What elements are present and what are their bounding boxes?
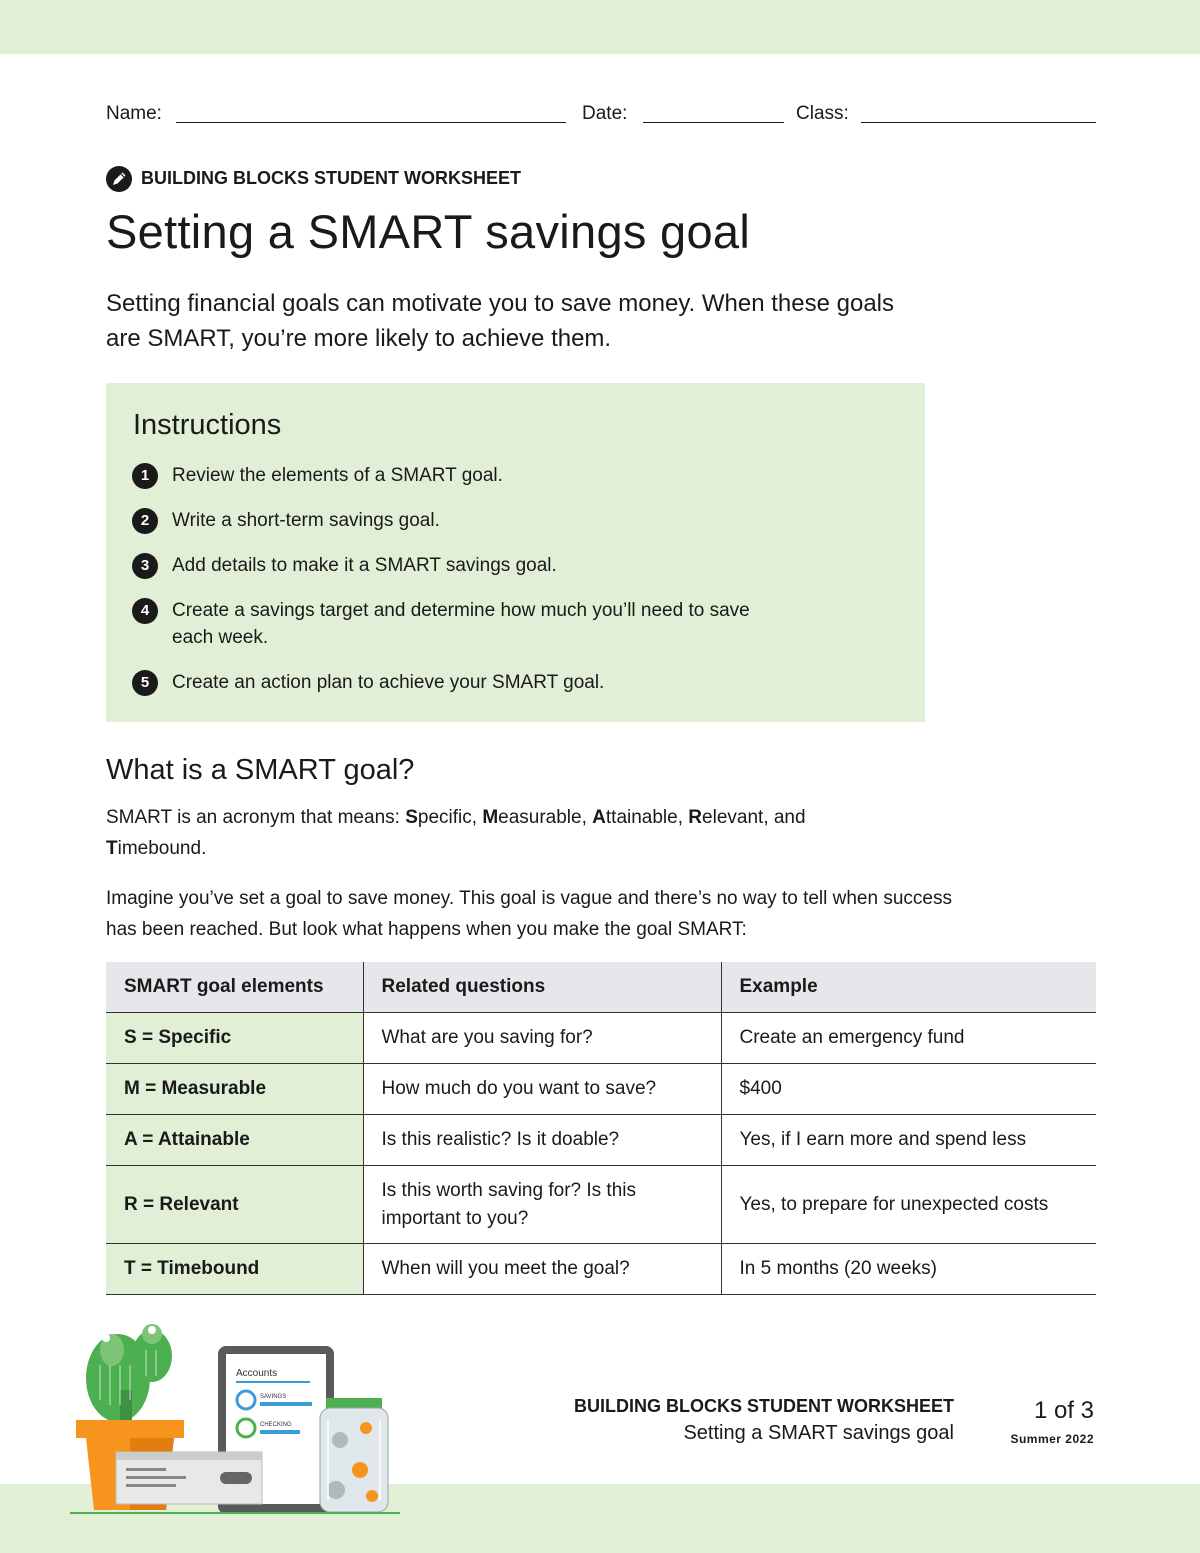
acronym-initial: A <box>592 807 606 828</box>
top-band <box>0 0 1200 54</box>
step-text: Write a short-term savings goal. <box>172 510 440 531</box>
acronym-paragraph <box>106 802 886 864</box>
question-cell: When will you meet the goal? <box>363 1244 721 1295</box>
instructions-box <box>106 383 925 722</box>
acronym-initial: R <box>688 807 703 828</box>
footer-subtitle: Setting a SMART savings goal <box>683 1422 954 1444</box>
cactus-icon <box>86 1324 172 1422</box>
coin-jar-icon <box>320 1398 388 1512</box>
page-title: Setting a SMART savings goal <box>106 205 751 258</box>
acronym-separator: , <box>677 807 689 828</box>
acronym-rest: elevant <box>702 807 764 828</box>
step-number-badge: 4 <box>132 598 158 624</box>
element-cell: A = Attainable <box>106 1115 363 1166</box>
step-number-badge: 1 <box>132 463 158 489</box>
savings-illustration <box>70 1320 410 1520</box>
intro-text: Setting financial goals can motivate you to save money. When these goals are SMART, you’re more likely to achieve them. <box>106 290 895 352</box>
element-cell: M = Measurable <box>106 1064 363 1115</box>
column-header: Related questions <box>363 962 721 1013</box>
acronym-separator: , <box>471 807 483 828</box>
name-label: Name: <box>106 103 162 124</box>
acronym-initial: T <box>106 838 118 859</box>
example-cell: Yes, to prepare for unexpected costs <box>721 1166 1096 1244</box>
step-text: Add details to make it a SMART savings goal. <box>172 555 557 576</box>
example-cell: Create an emergency fund <box>721 1013 1096 1064</box>
savings-label: SAVINGS <box>260 1394 287 1400</box>
column-header: Example <box>721 962 1096 1013</box>
acronym-rest: ttainable <box>605 807 678 828</box>
example-cell: $400 <box>721 1064 1096 1115</box>
date-label: Date: <box>582 103 628 124</box>
step-text: Review the elements of a SMART goal. <box>172 465 503 486</box>
table-row <box>106 1064 1096 1115</box>
step-number-badge: 5 <box>132 670 158 696</box>
class-field[interactable] <box>861 122 1096 123</box>
acronym-prefix: SMART is an acronym that means: <box>106 807 406 828</box>
date-field[interactable] <box>643 122 784 123</box>
example-cell: In 5 months (20 weeks) <box>721 1244 1096 1295</box>
table-row <box>106 1013 1096 1064</box>
table-row <box>106 1166 1096 1244</box>
example-cell: Yes, if I earn more and spend less <box>721 1115 1096 1166</box>
class-label: Class: <box>796 103 849 124</box>
question-cell: Is this realistic? Is it doable? <box>363 1115 721 1166</box>
acronym-rest: imebound <box>117 838 202 859</box>
element-cell: S = Specific <box>106 1013 363 1064</box>
acronym-separator: . <box>201 838 207 859</box>
question-cell: What are you saving for? <box>363 1013 721 1064</box>
element-cell: T = Timebound <box>106 1244 363 1295</box>
step-text: Create an action plan to achieve your SMART goal. <box>172 672 605 693</box>
table-row <box>106 1115 1096 1166</box>
acronym-separator: , <box>581 807 593 828</box>
instructions-heading: Instructions <box>133 409 282 441</box>
element-cell: R = Relevant <box>106 1166 363 1244</box>
smart-goal-heading: What is a SMART goal? <box>106 754 415 786</box>
worksheet-kicker: BUILDING BLOCKS STUDENT WORKSHEET <box>141 168 521 188</box>
acronym-rest: easurable <box>498 807 582 828</box>
question-cell: Is this worth saving for? Is this important to you? <box>363 1166 721 1244</box>
acronym-initial: S <box>405 807 418 828</box>
footer-worksheet-title: BUILDING BLOCKS STUDENT WORKSHEET <box>574 1396 954 1416</box>
table-row <box>106 1244 1096 1295</box>
table-header-row <box>106 962 1096 1013</box>
step-number-badge: 3 <box>132 553 158 579</box>
step-text: Create a savings target and determine how much you’ll need to save each week. <box>172 600 750 648</box>
step-number-badge: 2 <box>132 508 158 534</box>
tablet-title: Accounts <box>236 1368 278 1379</box>
name-field[interactable] <box>176 122 566 123</box>
check-icon <box>116 1452 262 1504</box>
student-info-row <box>106 100 1096 126</box>
acronym-rest: pecific <box>417 807 472 828</box>
checking-label: CHECKING <box>260 1422 292 1428</box>
page-number: 1 of 3 <box>1033 1397 1094 1424</box>
acronym-initial: M <box>482 807 499 828</box>
smart-goal-table <box>106 962 1096 1295</box>
column-header: SMART goal elements <box>106 962 363 1013</box>
edition-date: Summer 2022 <box>1010 1432 1094 1446</box>
imagine-paragraph: Imagine you’ve set a goal to save money. This goal is vague and there’s no way to tell when success has been reached. But look what happens when you make the goal SMART: <box>106 888 952 940</box>
pencil-icon <box>106 166 132 192</box>
question-cell: How much do you want to save? <box>363 1064 721 1115</box>
acronym-separator: , and <box>763 807 806 828</box>
